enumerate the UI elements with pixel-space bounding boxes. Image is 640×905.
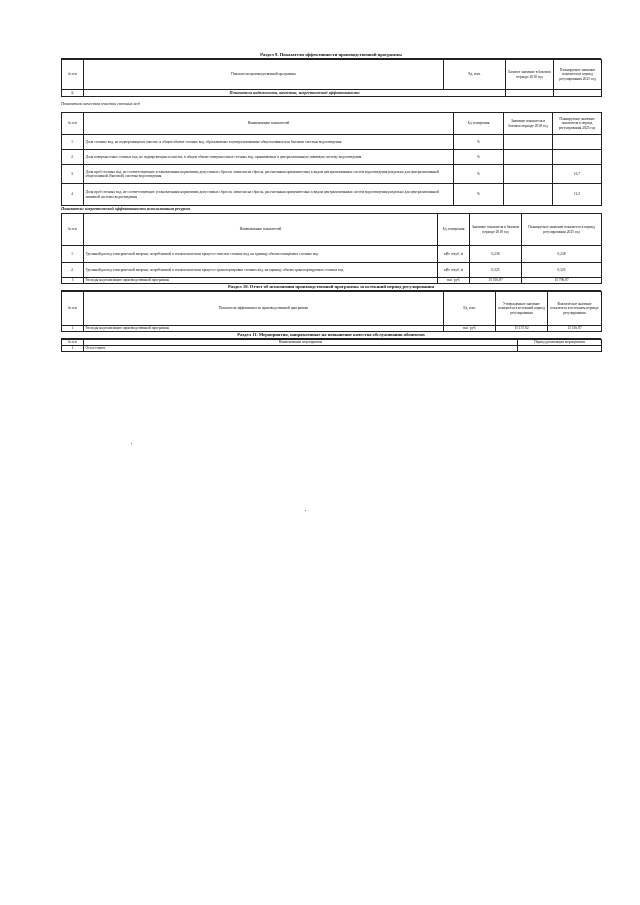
e-col-name: Наименование показателей [84, 214, 438, 246]
e-col-num: № п/п [62, 214, 84, 246]
s10-col-name: Показатели эффективности производственной программы [84, 292, 444, 326]
q-col-base: Значение показателя в базовом периоде 2018 год [504, 113, 553, 135]
q-col-name: Наименование показателей [84, 113, 454, 135]
table-row: 3. Доля проб сточных вод, не соответствующих установленным нормативам допустимых сбросов, лимитам на сбросы, рассчитанная применительно к видам централизованных систем водоотведения раздельно для централизованной общесплавной (бытовой) системы водоотведения % 16,7 [62, 165, 602, 184]
subheader: Показатели надежности, качества, энергетической эффективности [84, 90, 506, 97]
s11-col-name: Наименование мероприятия [84, 340, 518, 346]
s10-col-fact: Фактическое значение показателя в истекшем периоде регулирования [548, 292, 602, 326]
s10-col-unit: Ед. изм. [444, 292, 496, 326]
col-name: Показатели производственной программы [84, 60, 444, 90]
document-sheet [61, 52, 601, 352]
quality-table [61, 112, 602, 206]
e-col-unit: Ед. измерения [438, 214, 470, 246]
table-row: 1. Доля сточных вод, не подвергающихся очистке, в общем объеме сточных вод, сбрасываемых в централизованные общесплавные или бытовые системы водоотведения % [62, 135, 602, 150]
table-row: 1 Отсутствуют [62, 346, 602, 352]
s11-col-period: Период реализации мероприятия [518, 340, 602, 346]
s11-col-num: № п/п [62, 340, 84, 346]
table-row: 4. Доля проб сточных вод, не соответствующих установленным нормативам допустимых сбросов, лимитам на сбросы, рассчитанная применительно к видам централизованных систем водоотведения раздельно для централизованной ливневой системы водоотведения % 12,5 [62, 184, 602, 206]
table-row: 1. Удельный расход электрической энергии, потребляемой в технологическом процессе очистки сточных вод, на единицу объема очищаемых сточных вод кВт·ч/куб. м 0,238 0,238 [62, 246, 602, 263]
section10-table [61, 291, 602, 332]
col-base: Базовое значение в базовом периоде 2018 год [506, 60, 554, 90]
col-num: № п/п [62, 60, 84, 90]
scan-speck [131, 443, 132, 444]
col-unit: Ед. изм. [444, 60, 506, 90]
section10-title: Раздел 10. Отчет об исполнении производственной программы за истекший период регулирования [61, 284, 601, 291]
energy-table [61, 213, 602, 284]
subheader-num: 1. [62, 90, 84, 97]
q-col-unit: Ед. измерения [454, 113, 504, 135]
section11-title: Раздел 11. Мероприятия, направленные на повышение качества обслуживания абонентов [61, 332, 601, 339]
section9-title: Раздел 9. Показатели эффективности производственной программы [61, 52, 601, 59]
s10-col-num: № п/п [62, 292, 84, 326]
section9-header-table [61, 59, 602, 97]
q-col-num: № п/п [62, 113, 84, 135]
quality-caption: Показатели качества очистки сточных вод [61, 101, 140, 106]
q-col-plan: Планируемое значение показателя в период регулирования 2025 год [553, 113, 602, 135]
energy-caption: Показатели энергетической эффективности использования ресурсов [61, 206, 191, 211]
s10-col-plan: Утвержденное значение показателя в истекший период регулирования [496, 292, 548, 326]
table-row: 2. Удельный расход электрической энергии, потребляемой в технологическом процессе транспортировки сточных вод, на единицу объема транспортируемых сточных вод кВт·ч/куб. м 0,325 0,325 [62, 263, 602, 278]
section11-table [61, 339, 602, 352]
table-row: 2. Доля поверхностных сточных вод, не подвергающихся очистке, в общем объеме поверхностных сточных вод, принимаемых в централизованную ливневую систему водоотведения % [62, 150, 602, 165]
table-row: 1 Расходы на реализацию производственной программы тыс. руб. 15 157,82 15 516,87 [62, 326, 602, 332]
table-row: 3 Расходы на реализацию производственной программы тыс. руб. 15 516,87 15 796,87 [62, 278, 602, 284]
scan-speck [305, 510, 306, 511]
col-plan: Планируемое значение показателя в период регулирования 2025 год [554, 60, 602, 90]
e-col-plan: Планируемое значение показателя в период регулирования 2025 год [522, 214, 602, 246]
e-col-base: Значение показателя в базовом периоде 2018 год [470, 214, 522, 246]
